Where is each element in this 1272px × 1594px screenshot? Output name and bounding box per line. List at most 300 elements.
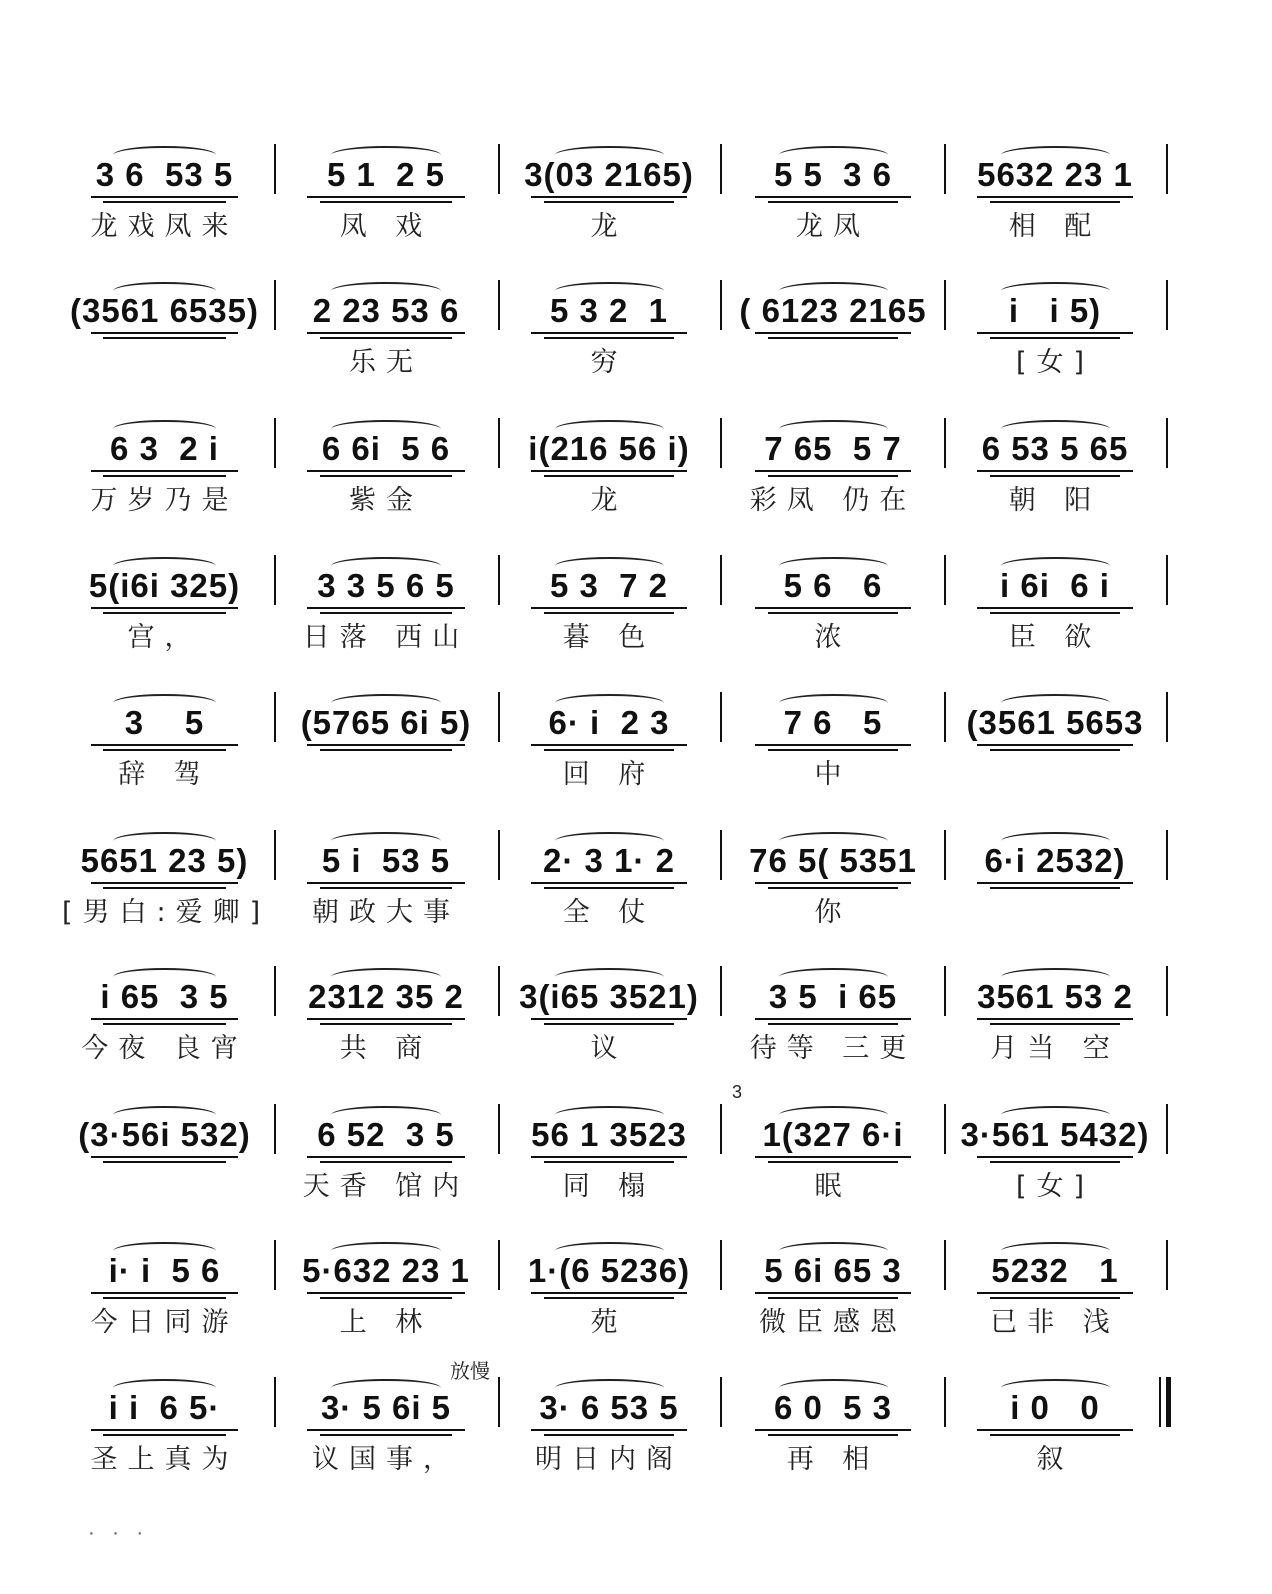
underline-beam — [91, 882, 239, 884]
measure — [276, 962, 496, 1082]
barline — [498, 144, 500, 194]
tuplet-mark: 3 — [732, 1082, 743, 1102]
note-group: 5 6 6 — [783, 567, 883, 604]
score-row — [62, 1373, 1182, 1493]
underline-beam — [307, 1292, 465, 1294]
underline-beam — [977, 1292, 1134, 1294]
barline — [720, 144, 722, 194]
note-group: 6· i 2 3 — [548, 704, 670, 741]
barline — [498, 1377, 500, 1427]
underline-beam-double — [320, 887, 452, 889]
score-row — [62, 1236, 1182, 1356]
lyric-text: 暮 色 — [562, 622, 656, 653]
lyric-text: 紫金 — [349, 485, 423, 516]
note-group: (3561 5653 — [966, 704, 1144, 741]
tempo-marking: 放慢 — [450, 1359, 490, 1383]
measure — [946, 414, 1164, 534]
note-group: ( 6123 2165 — [739, 292, 927, 329]
underline-beam-double — [990, 201, 1121, 203]
barline — [274, 144, 276, 194]
barline — [1166, 1240, 1168, 1290]
lyric-text: 待等 三更 — [749, 1033, 917, 1064]
note-group: 3· 5 6i 5 — [320, 1389, 452, 1426]
note-group: 56 1 3523 — [531, 1116, 687, 1153]
lyric-text: 全 仗 — [562, 897, 656, 928]
barline — [720, 280, 722, 330]
lyric-text: 明日内阁 — [535, 1444, 683, 1475]
underline-beam — [307, 470, 465, 472]
underline-beam — [307, 882, 465, 884]
barline — [1166, 966, 1168, 1016]
underline-beam — [755, 882, 912, 884]
measure — [724, 1100, 942, 1220]
underline-beam — [531, 1292, 688, 1294]
underline-beam — [755, 1156, 912, 1158]
note-group: 3561 53 2 — [977, 978, 1133, 1015]
note-group: 7 65 5 7 — [764, 430, 902, 467]
lyric-text: 圣上真为 — [90, 1444, 239, 1475]
measure — [946, 962, 1164, 1082]
lyric-text: 叙 — [1036, 1444, 1074, 1475]
measure — [724, 140, 942, 260]
lyric-text: 龙凤 — [796, 211, 870, 242]
underline-beam-double — [320, 337, 452, 339]
underline-beam-double — [320, 1297, 452, 1299]
underline-beam — [755, 470, 912, 472]
underline-beam — [91, 607, 239, 609]
note-group: 6 52 3 5 — [317, 1116, 455, 1153]
note-group: 6·i 2532) — [984, 842, 1126, 879]
score-row — [62, 962, 1182, 1082]
underline-beam-double — [320, 201, 452, 203]
underline-beam-double — [990, 887, 1121, 889]
underline-beam — [755, 607, 912, 609]
measure — [946, 140, 1164, 260]
note-group: 1(327 6·i — [762, 1116, 904, 1153]
barline — [1166, 144, 1168, 194]
underline-beam — [755, 1429, 912, 1431]
measure — [500, 962, 718, 1082]
underline-beam — [755, 1292, 912, 1294]
lyric-text: 同 榻 — [562, 1171, 656, 1202]
note-group: 3(i65 3521) — [519, 978, 699, 1015]
barline — [720, 1104, 722, 1154]
note-group: 2· 3 1· 2 — [543, 842, 675, 879]
page-marks: · · · — [88, 1522, 150, 1544]
measure — [724, 551, 942, 671]
score-row — [62, 140, 1182, 260]
measure — [724, 1373, 942, 1493]
note-group: 3 5 — [124, 704, 205, 741]
barline — [498, 280, 500, 330]
lyric-text: 天香 馆内 — [302, 1171, 470, 1202]
lyric-text: 相 配 — [1008, 211, 1102, 242]
barline — [1166, 830, 1168, 880]
score-row — [62, 1100, 1182, 1220]
barline — [944, 1104, 946, 1154]
measure — [62, 826, 271, 946]
measure — [276, 1236, 496, 1356]
barline — [1166, 555, 1168, 605]
note-group: (5765 6i 5) — [300, 704, 472, 741]
note-group: 3·561 5432) — [960, 1116, 1150, 1153]
measure — [724, 962, 942, 1082]
barline — [1166, 692, 1168, 742]
lyric-text: 共 商 — [339, 1033, 433, 1064]
underline-beam — [91, 1292, 239, 1294]
underline-beam-double — [544, 887, 675, 889]
barline — [274, 1240, 276, 1290]
underline-beam — [977, 196, 1134, 198]
lyric-text: 龙 — [590, 485, 628, 516]
underline-beam-double — [768, 887, 899, 889]
measure — [276, 1100, 496, 1220]
barline — [498, 1104, 500, 1154]
underline-beam-double — [103, 201, 226, 203]
underline-beam-double — [103, 1434, 226, 1436]
note-group: i 0 0 — [1010, 1389, 1100, 1426]
measure — [62, 1373, 267, 1493]
underline-beam-double — [990, 337, 1121, 339]
lyric-text: 苑 — [590, 1307, 628, 1338]
barline — [274, 1377, 276, 1427]
lyric-text: 你 — [814, 897, 852, 928]
underline-beam — [307, 1156, 465, 1158]
barline — [1166, 418, 1168, 468]
lyric-text: 议 — [590, 1033, 628, 1064]
lyric-text: [女] — [1015, 347, 1095, 378]
lyric-text: 已非 浅 — [990, 1307, 1120, 1338]
underline-beam — [977, 470, 1134, 472]
underline-beam — [91, 744, 239, 746]
underline-beam — [91, 1018, 239, 1020]
underline-beam — [531, 1018, 688, 1020]
measure — [62, 140, 267, 260]
lyric-text: 眠 — [814, 1171, 852, 1202]
measure — [500, 140, 718, 260]
underline-beam-double — [768, 1161, 899, 1163]
note-group: 7 6 5 — [783, 704, 883, 741]
underline-beam — [91, 1429, 239, 1431]
barline — [498, 418, 500, 468]
measure — [500, 826, 718, 946]
lyric-text: 今夜 良宵 — [81, 1033, 248, 1064]
note-group: 5 6i 65 3 — [764, 1252, 902, 1289]
measure — [724, 1236, 942, 1356]
underline-beam-double — [990, 475, 1121, 477]
barline — [274, 692, 276, 742]
barline — [944, 1377, 946, 1427]
lyric-text: 中 — [814, 759, 852, 790]
underline-beam — [91, 470, 239, 472]
measure — [276, 414, 496, 534]
underline-beam — [755, 1018, 912, 1020]
barline — [720, 555, 722, 605]
underline-beam — [977, 1429, 1134, 1431]
score-row — [62, 826, 1182, 946]
underline-beam-double — [990, 1297, 1121, 1299]
measure — [500, 1100, 718, 1220]
underline-beam — [977, 744, 1134, 746]
lyric-text: 上 林 — [339, 1307, 433, 1338]
barline — [720, 418, 722, 468]
underline-beam — [307, 1429, 465, 1431]
barline — [274, 280, 276, 330]
note-group: 2312 35 2 — [308, 978, 464, 1015]
measure — [500, 414, 718, 534]
underline-beam — [531, 196, 688, 198]
underline-beam-double — [990, 1023, 1121, 1025]
measure — [62, 1236, 267, 1356]
barline — [944, 280, 946, 330]
note-group: 3 5 i 65 — [768, 978, 898, 1015]
underline-beam-double — [544, 1023, 675, 1025]
underline-beam-double — [320, 1161, 452, 1163]
note-group: 3 6 53 5 — [95, 156, 234, 193]
barline — [274, 418, 276, 468]
note-group: 5632 23 1 — [977, 156, 1133, 193]
measure — [946, 826, 1164, 946]
score-row — [62, 414, 1182, 534]
measure — [946, 1373, 1164, 1493]
underline-beam — [977, 882, 1134, 884]
measure — [62, 962, 267, 1082]
lyric-text: 臣 欲 — [1008, 622, 1102, 653]
note-group: i 6i 6 i — [1000, 567, 1110, 604]
underline-beam-double — [768, 201, 899, 203]
measure — [724, 276, 942, 396]
underline-beam-double — [768, 612, 899, 614]
note-group: 5 1 2 5 — [326, 156, 446, 193]
underline-beam-double — [768, 1434, 899, 1436]
barline — [498, 555, 500, 605]
underline-beam-double — [320, 1023, 452, 1025]
score-row — [62, 551, 1182, 671]
underline-beam-double — [768, 749, 899, 751]
note-group: 5·632 23 1 — [302, 1252, 470, 1289]
underline-beam — [307, 332, 465, 334]
underline-beam-double — [544, 749, 675, 751]
underline-beam-double — [103, 475, 226, 477]
underline-beam — [91, 332, 239, 334]
underline-beam — [307, 607, 465, 609]
barline — [944, 418, 946, 468]
barline — [1166, 1104, 1168, 1154]
underline-beam — [307, 744, 465, 746]
underline-beam-double — [544, 475, 675, 477]
measure — [946, 1236, 1164, 1356]
barline — [720, 966, 722, 1016]
barline — [944, 692, 946, 742]
note-group: 5 3 2 1 — [549, 292, 669, 329]
lyric-text: 彩凤 仍在 — [749, 485, 917, 516]
barline — [944, 830, 946, 880]
underline-beam-double — [103, 1161, 226, 1163]
note-group: 5232 1 — [991, 1252, 1119, 1289]
lyric-text: 宫， — [127, 622, 202, 653]
measure — [500, 551, 718, 671]
underline-beam-double — [103, 1297, 226, 1299]
underline-beam — [531, 332, 688, 334]
barline — [498, 692, 500, 742]
barline — [720, 830, 722, 880]
underline-beam — [977, 607, 1134, 609]
underline-beam — [531, 607, 688, 609]
barline — [720, 1240, 722, 1290]
underline-beam — [977, 332, 1134, 334]
measure — [724, 414, 942, 534]
lyric-text: 日落 西山 — [302, 622, 470, 653]
underline-beam — [755, 744, 912, 746]
underline-beam — [977, 1018, 1134, 1020]
underline-beam-double — [103, 337, 226, 339]
lyric-text: 今日同游 — [90, 1307, 239, 1338]
underline-beam — [531, 1429, 688, 1431]
underline-beam — [755, 196, 912, 198]
note-group: i i 5) — [1008, 292, 1102, 329]
measure — [946, 551, 1164, 671]
underline-beam-double — [768, 1023, 899, 1025]
lyric-text: [男白:爱卿] — [62, 897, 271, 928]
underline-beam-double — [103, 749, 226, 751]
measure — [500, 1236, 718, 1356]
underline-beam-double — [768, 337, 899, 339]
note-group: 76 5( 5351 — [749, 842, 917, 879]
measure — [62, 414, 267, 534]
barline — [720, 1377, 722, 1427]
lyric-text: 浓 — [814, 622, 852, 653]
measure — [62, 1100, 267, 1220]
barline — [274, 555, 276, 605]
note-group: 3· 6 53 5 — [539, 1389, 679, 1426]
barline — [944, 966, 946, 1016]
score-row — [62, 276, 1182, 396]
barline — [274, 966, 276, 1016]
measure — [62, 551, 267, 671]
note-group: i 65 3 5 — [100, 978, 229, 1015]
underline-beam-double — [990, 612, 1121, 614]
barline — [944, 144, 946, 194]
underline-beam-double — [544, 612, 675, 614]
barline — [498, 830, 500, 880]
note-group: 5(i6i 325) — [88, 567, 241, 604]
note-group: 6 0 5 3 — [773, 1389, 893, 1426]
underline-beam-double — [320, 749, 452, 751]
lyric-text: 辞 驾 — [118, 759, 211, 790]
lyric-text: 朝 阳 — [1008, 485, 1102, 516]
measure — [946, 276, 1164, 396]
barline — [1166, 280, 1168, 330]
underline-beam — [755, 332, 912, 334]
underline-beam-double — [990, 749, 1121, 751]
note-group: 2 23 53 6 — [312, 292, 460, 329]
measure — [724, 826, 942, 946]
note-group: 6 53 5 65 — [981, 430, 1129, 467]
note-group: 3 3 5 6 5 — [317, 567, 455, 604]
barline — [274, 830, 276, 880]
note-group: 1·(6 5236) — [527, 1252, 691, 1289]
measure — [276, 826, 496, 946]
lyric-text: 回 府 — [562, 759, 656, 790]
underline-beam — [91, 196, 239, 198]
underline-beam-double — [544, 337, 675, 339]
underline-beam-double — [990, 1161, 1121, 1163]
measure — [946, 1100, 1164, 1220]
underline-beam-double — [990, 1434, 1121, 1436]
lyric-text: 议国事， — [312, 1444, 460, 1475]
measure — [276, 688, 496, 808]
lyric-text: 再 相 — [786, 1444, 880, 1475]
underline-beam-double — [103, 887, 226, 889]
lyric-text: 微臣感恩 — [759, 1307, 907, 1338]
measure — [276, 1373, 496, 1493]
note-group: 6 3 2 i — [110, 430, 219, 467]
underline-beam — [531, 744, 688, 746]
underline-beam-double — [544, 1434, 675, 1436]
note-group: i i 6 5· — [108, 1389, 221, 1426]
underline-beam — [531, 882, 688, 884]
lyric-text: 凤 戏 — [339, 211, 433, 242]
measure — [724, 688, 942, 808]
note-group: 5 i 53 5 — [321, 842, 451, 879]
lyric-text: 月当 空 — [990, 1033, 1120, 1064]
lyric-text: 朝政大事 — [312, 897, 460, 928]
measure — [62, 688, 267, 808]
underline-beam — [307, 196, 465, 198]
measure — [500, 276, 718, 396]
barline — [274, 1104, 276, 1154]
note-group: i· i 5 6 — [108, 1252, 221, 1289]
lyric-text: 乐无 — [349, 347, 423, 378]
barline — [944, 1240, 946, 1290]
barline — [498, 966, 500, 1016]
underline-beam-double — [544, 201, 675, 203]
score-row — [62, 688, 1182, 808]
note-group: 6 6i 5 6 — [321, 430, 451, 467]
note-group: 5651 23 5) — [80, 842, 249, 879]
note-group: i(216 56 i) — [528, 430, 690, 467]
lyric-text: 穷 — [590, 347, 628, 378]
underline-beam-double — [544, 1297, 675, 1299]
note-group: (3·56i 532) — [78, 1116, 251, 1153]
measure — [946, 688, 1164, 808]
barline — [944, 555, 946, 605]
underline-beam-double — [768, 475, 899, 477]
underline-beam — [531, 470, 688, 472]
measure — [62, 276, 267, 396]
measure — [500, 688, 718, 808]
lyric-text: [女] — [1015, 1171, 1095, 1202]
underline-beam — [977, 1156, 1134, 1158]
measure — [276, 551, 496, 671]
underline-beam — [531, 1156, 688, 1158]
lyric-text: 万岁乃是 — [90, 485, 239, 516]
underline-beam-double — [320, 475, 452, 477]
barline — [720, 692, 722, 742]
note-group: (3561 6535) — [70, 292, 259, 329]
underline-beam — [91, 1156, 239, 1158]
measure — [276, 276, 496, 396]
measure — [500, 1373, 718, 1493]
lyric-text: 龙戏凤来 — [90, 211, 239, 242]
underline-beam-double — [103, 1023, 226, 1025]
underline-beam-double — [768, 1297, 899, 1299]
note-group: 5 3 7 2 — [549, 567, 669, 604]
measure — [276, 140, 496, 260]
note-group: 5 5 3 6 — [773, 156, 893, 193]
underline-beam-double — [320, 1434, 452, 1436]
underline-beam-double — [103, 612, 226, 614]
